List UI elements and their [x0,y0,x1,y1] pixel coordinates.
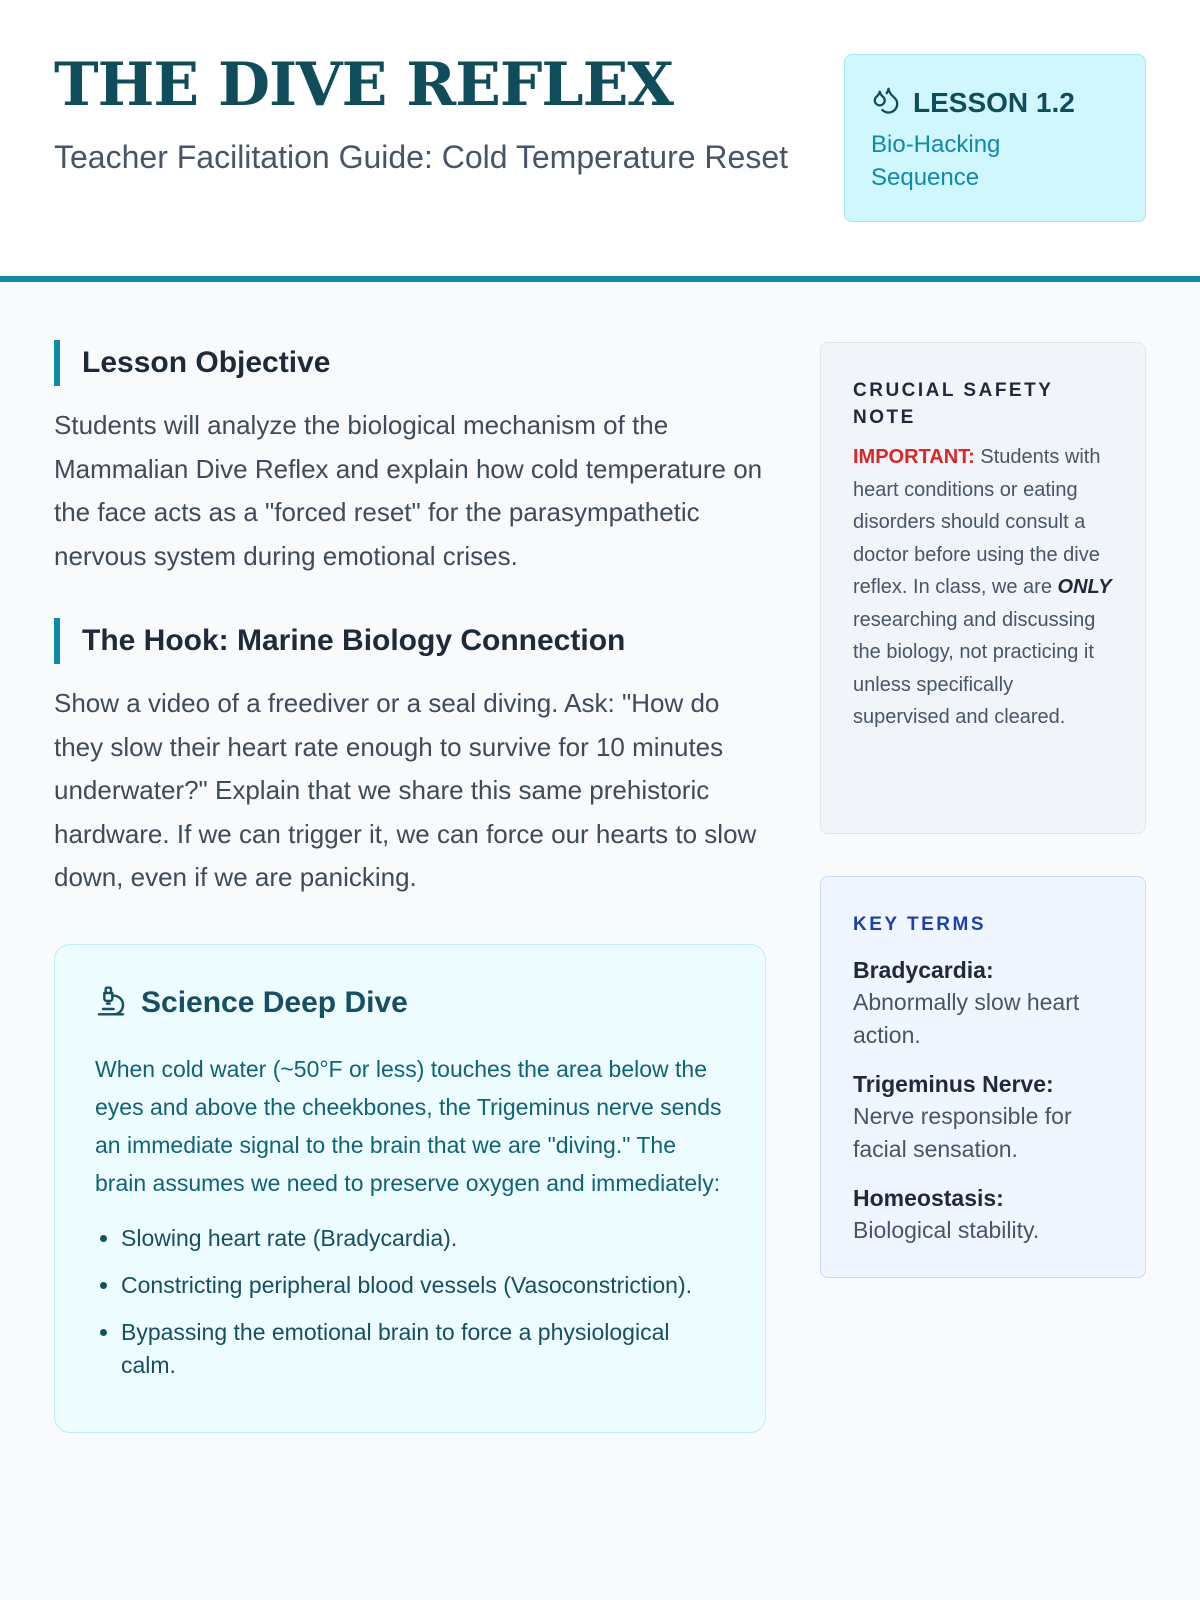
objective-heading: Lesson Objective [54,340,766,386]
page-title: THE DIVE REFLEX [54,50,673,120]
term-name: Homeostasis: [853,1185,1004,1211]
safety-note-text [853,441,1113,734]
science-deep-dive-card [54,944,766,1433]
list-item: • Bypassing the emotional brain to force a physiological calm. [121,1316,725,1382]
safety-note-card [820,342,1146,834]
term-name: Bradycardia: [853,957,994,983]
term-item [853,954,1113,1052]
lesson-number: LESSON 1.2 [913,86,1075,118]
term-item [853,1182,1113,1247]
term-definition: Nerve responsible for facial sensation. [853,1103,1072,1162]
page-subtitle: Teacher Facilitation Guide: Cold Temperature Reset [54,139,788,175]
main-column [54,340,766,1433]
term-name: Trigeminus Nerve: [853,1071,1054,1097]
safety-emphasis: ONLY [1057,576,1112,598]
list-item: • Constricting peripheral blood vessels (Vasoconstriction). [121,1269,725,1302]
key-terms-label: KEY TERMS [853,914,987,935]
term-definition: Biological stability. [853,1217,1040,1243]
deep-dive-list [95,1222,725,1382]
objective-text: Students will analyze the biological mechanism of the Mammalian Dive Reflex and explain how cold temperature on the face acts as a "forced reset" for the parasympathetic nervous system during emotional crises. [54,410,763,571]
term-item [853,1068,1113,1166]
deep-dive-text: When cold water (~50°F or less) touches the area below the eyes and above the cheekbones, the Trigeminus nerve sends an immediate signal to the brain that we are "diving." The brain assumes we need to preserve oxygen and immediately: [95,1055,722,1196]
hook-heading: The Hook: Marine Biology Connection [54,618,766,664]
important-label: IMPORTANT: [853,446,975,468]
safety-text-part: Students with heart conditions or eating disorders should consult a doctor before using the dive reflex. In class, we are [853,446,1101,598]
list-item: • Slowing heart rate (Bradycardia). [121,1222,725,1255]
hook-text: Show a video of a freediver or a seal diving. Ask: "How do they slow their heart rate enough to survive for 10 minutes underwater?" Explain that we share this same prehistoric hardware. If we can trigger it, we can force our hearts to slow down, even if we are panicking. [54,688,757,892]
key-terms-card [820,876,1146,1278]
safety-note-label: CRUCIAL SAFETY NOTE [853,380,1054,428]
water-drop-icon [871,85,901,120]
deep-dive-title: Science Deep Dive [141,986,408,1019]
term-definition: Abnormally slow heart action. [853,989,1080,1048]
microscope-icon [95,985,127,1022]
safety-text-part: researching and discussing the biology, not practicing it unless specifically supervised and cleared. [853,608,1096,728]
page-header [0,0,1200,282]
lesson-card [844,54,1146,222]
lesson-sequence: Bio-Hacking Sequence [871,131,1001,191]
